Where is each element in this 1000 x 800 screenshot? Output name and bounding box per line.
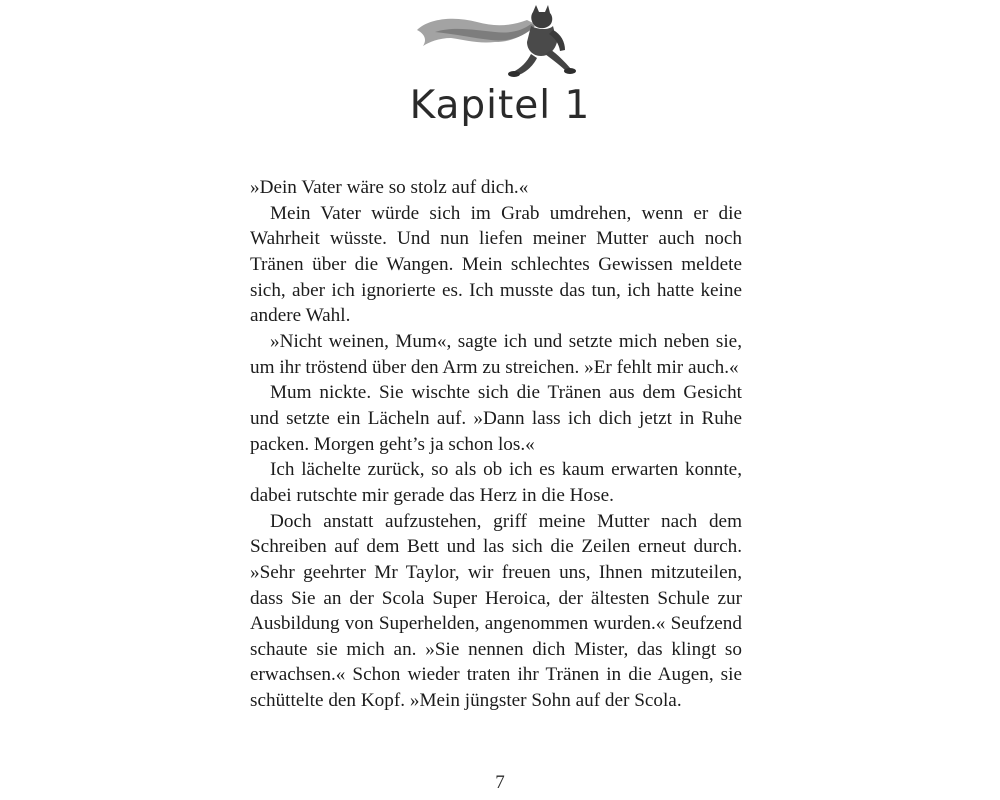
chapter-title: Kapitel 1 xyxy=(409,83,591,128)
paragraph: Mein Vater würde sich im Grab umdrehen, wenn er die Wahrheit wüsste. Und nun liefen meiner Mutter auch noch Tränen über die Wangen. Mein schlechtes Gewissen meldete sich, aber ich ignorierte es. Ich musste das tun, ich hatte keine andere Wahl. xyxy=(250,202,742,327)
paragraph: »Nicht weinen, Mum«, sagte ich und setzte mich neben sie, um ihr tröstend über den Arm zu streichen. »Er fehlt mir auch.« xyxy=(250,330,742,378)
paragraph: »Dein Vater wäre so stolz auf dich.« xyxy=(250,177,529,198)
flying-superhero-icon xyxy=(415,2,580,80)
paragraph: Doch anstatt aufzustehen, griff meine Mutter nach dem Schreiben auf dem Bett und las sich die Zeilen erneut durch. »Sehr geehrter Mr Taylor, wir freuen uns, Ihnen mitzuteilen, dass Sie an der Scola Super Heroica, der ältesten Schule zur Ausbildung von Superhelden, angenommen wurden.« Seufzend schaute sie mich an. »Sie nennen dich Mister, das klingt so erwachsen.« Schon wieder traten ihr Tränen in die Augen, sie schüttelte den Kopf. »Mein jüngster Sohn auf der Scola. xyxy=(250,510,742,712)
paragraph: Mum nickte. Sie wischte sich die Tränen aus dem Gesicht und setzte ein Lächeln auf. »Dann lass ich dich jetzt in Ruhe packen. Morgen geht’s ja schon los.« xyxy=(250,382,742,455)
chapter-body xyxy=(250,175,742,714)
hero-head xyxy=(531,5,552,28)
hero-boot-left xyxy=(508,71,520,77)
page-number: 7 xyxy=(495,772,505,793)
paragraph: Ich lächelte zurück, so als ob ich es kaum erwarten konnte, dabei rutschte mir gerade das Herz in die Hose. xyxy=(250,459,742,506)
hero-boot-right xyxy=(564,68,576,74)
